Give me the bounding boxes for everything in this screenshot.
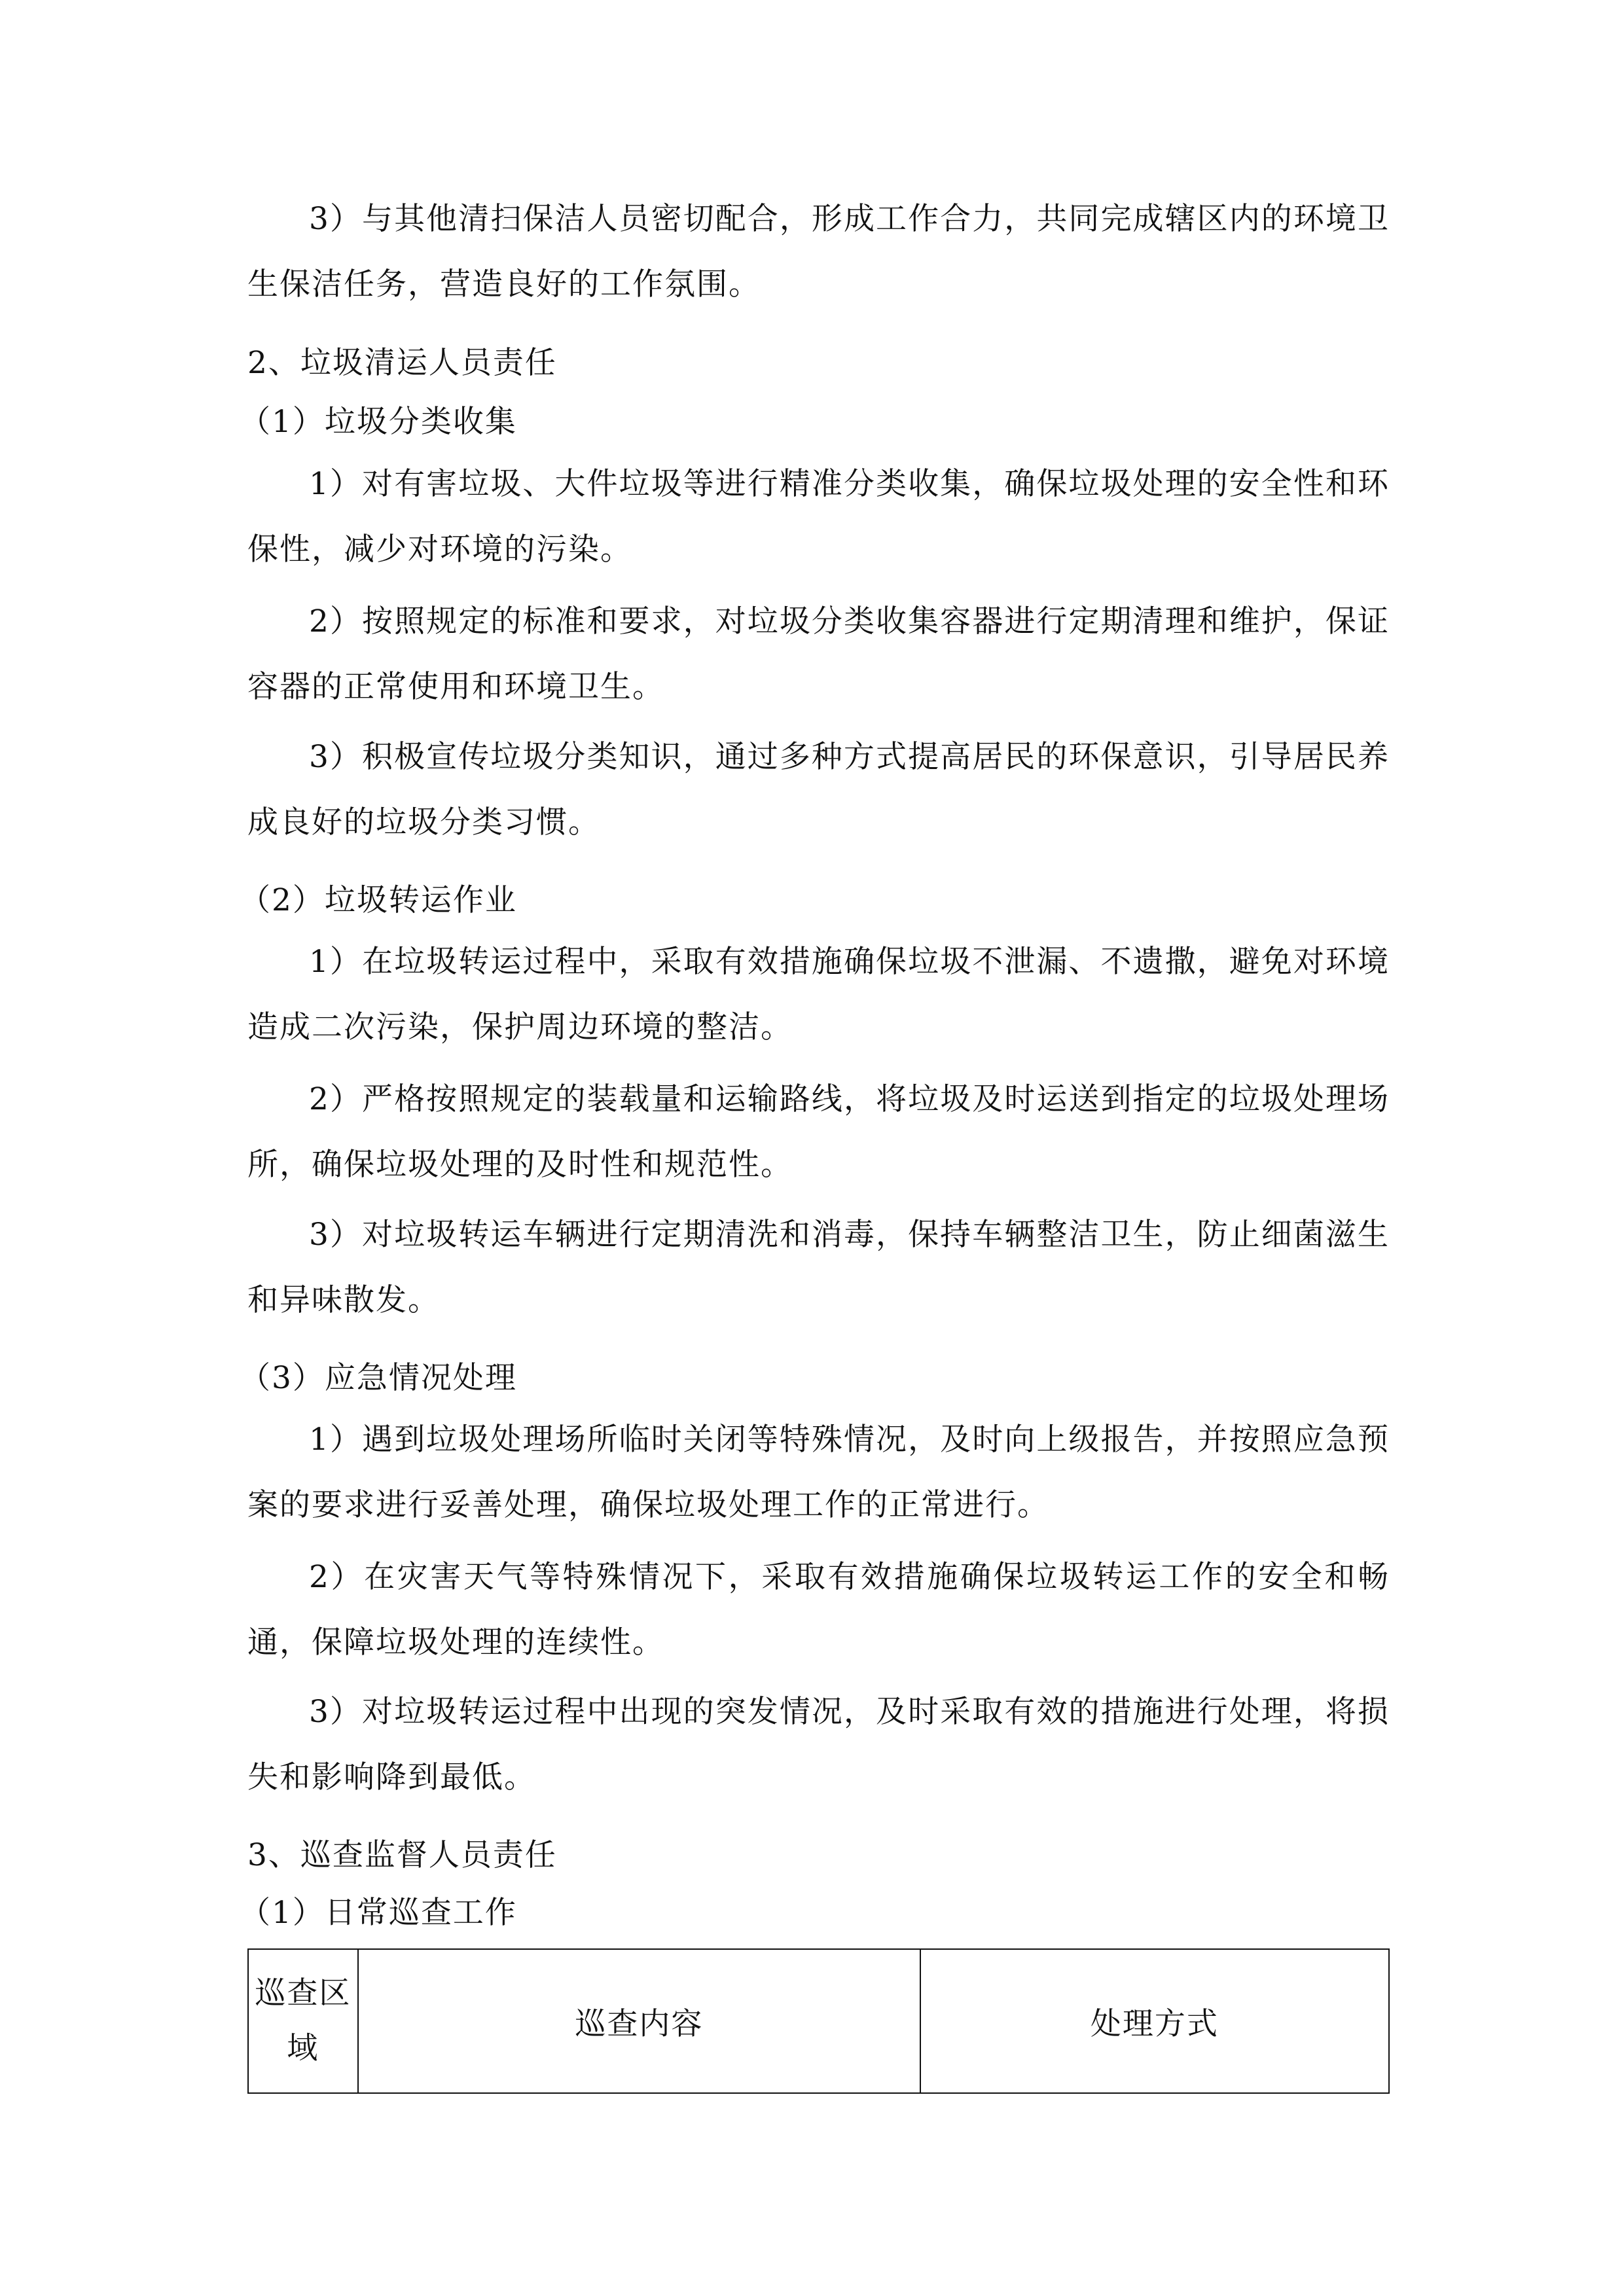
table-header-patrol-area: 巡查区域: [248, 1949, 358, 2093]
section-heading-patrol-supervision-staff: 3、巡查监督人员责任: [247, 1837, 557, 1873]
paragraph-transport-3: 3）对垃圾转运车辆进行定期清洗和消毒，保持车辆整洁卫生，防止细菌滋生和异味散发。: [247, 1217, 1390, 1318]
document-page: [240, 0, 1390, 2296]
subsection-heading-transport-operation: （2）垃圾转运作业: [240, 882, 517, 918]
table-header-handling-method: 处理方式: [920, 1949, 1389, 2093]
paragraph-transport-1: 1）在垃圾转运过程中，采取有效措施确保垃圾不泄漏、不遗撒，避免对环境造成二次污染，保护周边环境的整洁。: [247, 944, 1390, 1045]
paragraph-emergency-2: 2）在灾害天气等特殊情况下，采取有效措施确保垃圾转运工作的安全和畅通，保障垃圾处理的连续性。: [247, 1559, 1390, 1660]
section-heading-garbage-transport-staff: 2、垃圾清运人员责任: [247, 345, 557, 381]
paragraph-sorting-1: 1）对有害垃圾、大件垃圾等进行精准分类收集，确保垃圾处理的安全性和环保性，减少对环境的污染。: [247, 466, 1390, 567]
subsection-heading-sorting-collection: （1）垃圾分类收集: [240, 404, 517, 440]
paragraph-emergency-3: 3）对垃圾转运过程中出现的突发情况，及时采取有效的措施进行处理，将损失和影响降到最低。: [247, 1694, 1390, 1795]
paragraph-emergency-1: 1）遇到垃圾处理场所临时关闭等特殊情况，及时向上级报告，并按照应急预案的要求进行妥善处理，确保垃圾处理工作的正常进行。: [247, 1422, 1390, 1523]
subsection-heading-daily-patrol: （1）日常巡查工作: [240, 1895, 517, 1931]
paragraph-cleaning-cooperation: 3）与其他清扫保洁人员密切配合，形成工作合力，共同完成辖区内的环境卫生保洁任务，营造良好的工作氛围。: [247, 201, 1390, 302]
table-header-patrol-content: 巡查内容: [358, 1949, 920, 2093]
table-header-row: [248, 1949, 1389, 2093]
subsection-heading-emergency-handling: （3）应急情况处理: [240, 1360, 517, 1396]
paragraph-sorting-3: 3）积极宣传垃圾分类知识，通过多种方式提高居民的环保意识，引导居民养成良好的垃圾分类习惯。: [247, 739, 1390, 840]
paragraph-transport-2: 2）严格按照规定的装载量和运输路线，将垃圾及时运送到指定的垃圾处理场所，确保垃圾处理的及时性和规范性。: [247, 1081, 1390, 1183]
patrol-table: [247, 1948, 1390, 2094]
paragraph-sorting-2: 2）按照规定的标准和要求，对垃圾分类收集容器进行定期清理和维护，保证容器的正常使用和环境卫生。: [247, 603, 1390, 705]
